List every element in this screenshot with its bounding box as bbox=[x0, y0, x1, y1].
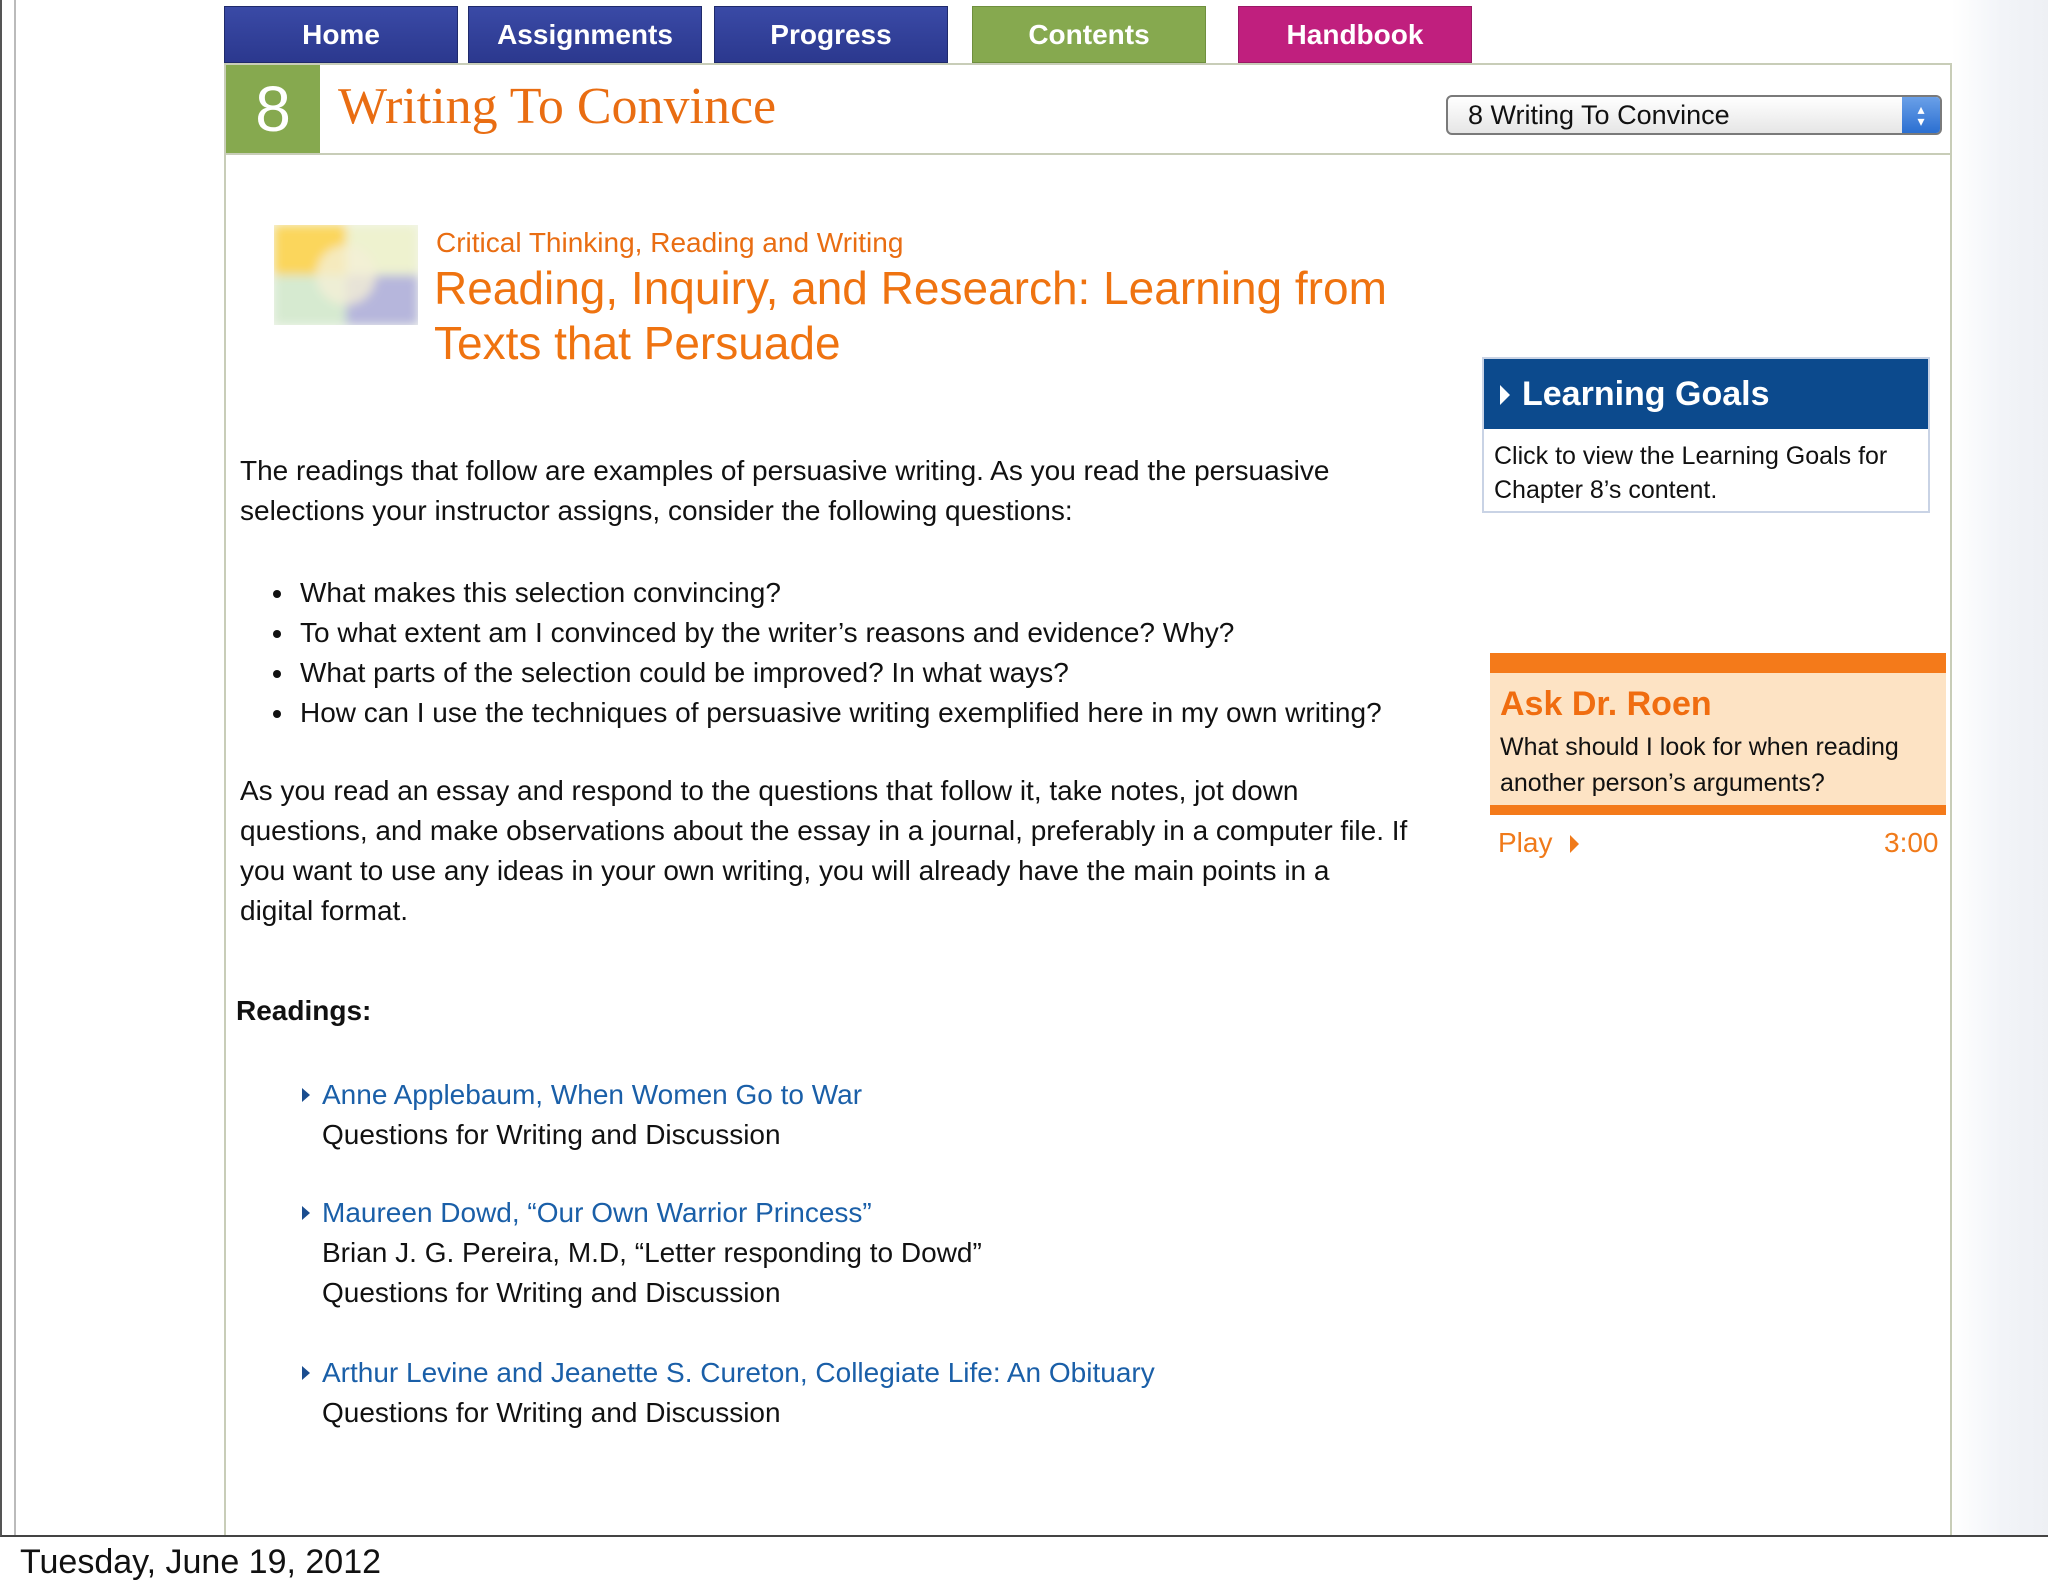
reading-questions[interactable]: Questions for Writing and Discussion bbox=[322, 1119, 781, 1150]
reading-link[interactable]: Anne Applebaum, When Women Go to War bbox=[322, 1079, 863, 1110]
chapter-select[interactable] bbox=[1446, 95, 1942, 135]
chapter-number: 8 bbox=[226, 65, 320, 153]
list-item: • What parts of the selection could be improved? In what ways? bbox=[296, 653, 1382, 693]
section-kicker: Critical Thinking, Reading and Writing bbox=[436, 227, 904, 258]
reading-questions[interactable]: Questions for Writing and Discussion bbox=[322, 1397, 781, 1428]
list-item: • What makes this selection convincing? bbox=[296, 573, 1382, 613]
reading-item bbox=[322, 1075, 862, 1155]
questions-list bbox=[278, 573, 1382, 733]
ask-dr-roen-panel bbox=[1490, 653, 1946, 815]
ask-title: Ask Dr. Roen bbox=[1500, 685, 1712, 723]
reading-link[interactable]: Arthur Levine and Jeanette S. Cureton, Collegiate Life: An Obituary bbox=[322, 1357, 1155, 1388]
section-logo-icon bbox=[274, 225, 418, 325]
reading-link[interactable]: Maureen Dowd, “Our Own Warrior Princess” bbox=[322, 1197, 872, 1228]
reading-item bbox=[322, 1353, 1155, 1433]
play-button[interactable]: Play bbox=[1498, 827, 1553, 858]
ask-question: What should I look for when reading another person’s arguments? bbox=[1500, 733, 1899, 797]
list-item: • How can I use the techniques of persuasive writing exemplified here in my own writing? bbox=[296, 693, 1382, 733]
learning-goals-title: Learning Goals bbox=[1522, 374, 1770, 413]
chapter-header bbox=[226, 65, 1950, 155]
arrow-right-icon bbox=[302, 1088, 310, 1102]
intro-paragraph: The readings that follow are examples of persuasive writing. As you read the persuasive selections your instructor assigns, consider the following questions: bbox=[240, 455, 1330, 526]
chapter-title: Writing To Convince bbox=[338, 78, 777, 135]
learning-goals-panel[interactable] bbox=[1482, 357, 1930, 513]
arrow-right-icon bbox=[1500, 385, 1510, 405]
learning-goals-description: Click to view the Learning Goals for Chapter 8’s content. bbox=[1494, 442, 1888, 504]
readings-label: Readings: bbox=[236, 995, 372, 1026]
reading-letter[interactable]: Brian J. G. Pereira, M.D, “Letter responding to Dowd” bbox=[322, 1237, 982, 1268]
reading-questions[interactable]: Questions for Writing and Discussion bbox=[322, 1277, 781, 1308]
tab-progress[interactable]: Progress bbox=[714, 6, 948, 63]
arrow-right-icon bbox=[302, 1206, 310, 1220]
learning-goals-header[interactable] bbox=[1484, 359, 1928, 429]
play-icon[interactable] bbox=[1570, 835, 1579, 853]
arrow-right-icon bbox=[302, 1366, 310, 1380]
chapter-select-value: 8 Writing To Convince bbox=[1468, 99, 1730, 130]
main-content bbox=[224, 63, 1952, 1535]
select-arrows-icon[interactable]: ▴ ▾ bbox=[1902, 97, 1940, 133]
tab-contents[interactable]: Contents bbox=[972, 6, 1206, 63]
footer-date: Tuesday, June 19, 2012 bbox=[20, 1543, 382, 1581]
reading-item bbox=[322, 1193, 982, 1313]
video-duration: 3:00 bbox=[1884, 827, 1939, 858]
tab-assignments[interactable]: Assignments bbox=[468, 6, 702, 63]
list-item: • To what extent am I convinced by the writer’s reasons and evidence? Why? bbox=[296, 613, 1382, 653]
section-heading: Reading, Inquiry, and Research: Learning from Texts that Persuade bbox=[434, 262, 1387, 369]
tab-home[interactable]: Home bbox=[224, 6, 458, 63]
tab-handbook[interactable]: Handbook bbox=[1238, 6, 1472, 63]
advice-paragraph: As you read an essay and respond to the questions that follow it, take notes, jot down questions, and make observations about the essay in a journal, preferably in a computer file. If you want to use any ideas in your own writing, you will already have the main points in a digital format. bbox=[240, 775, 1408, 926]
